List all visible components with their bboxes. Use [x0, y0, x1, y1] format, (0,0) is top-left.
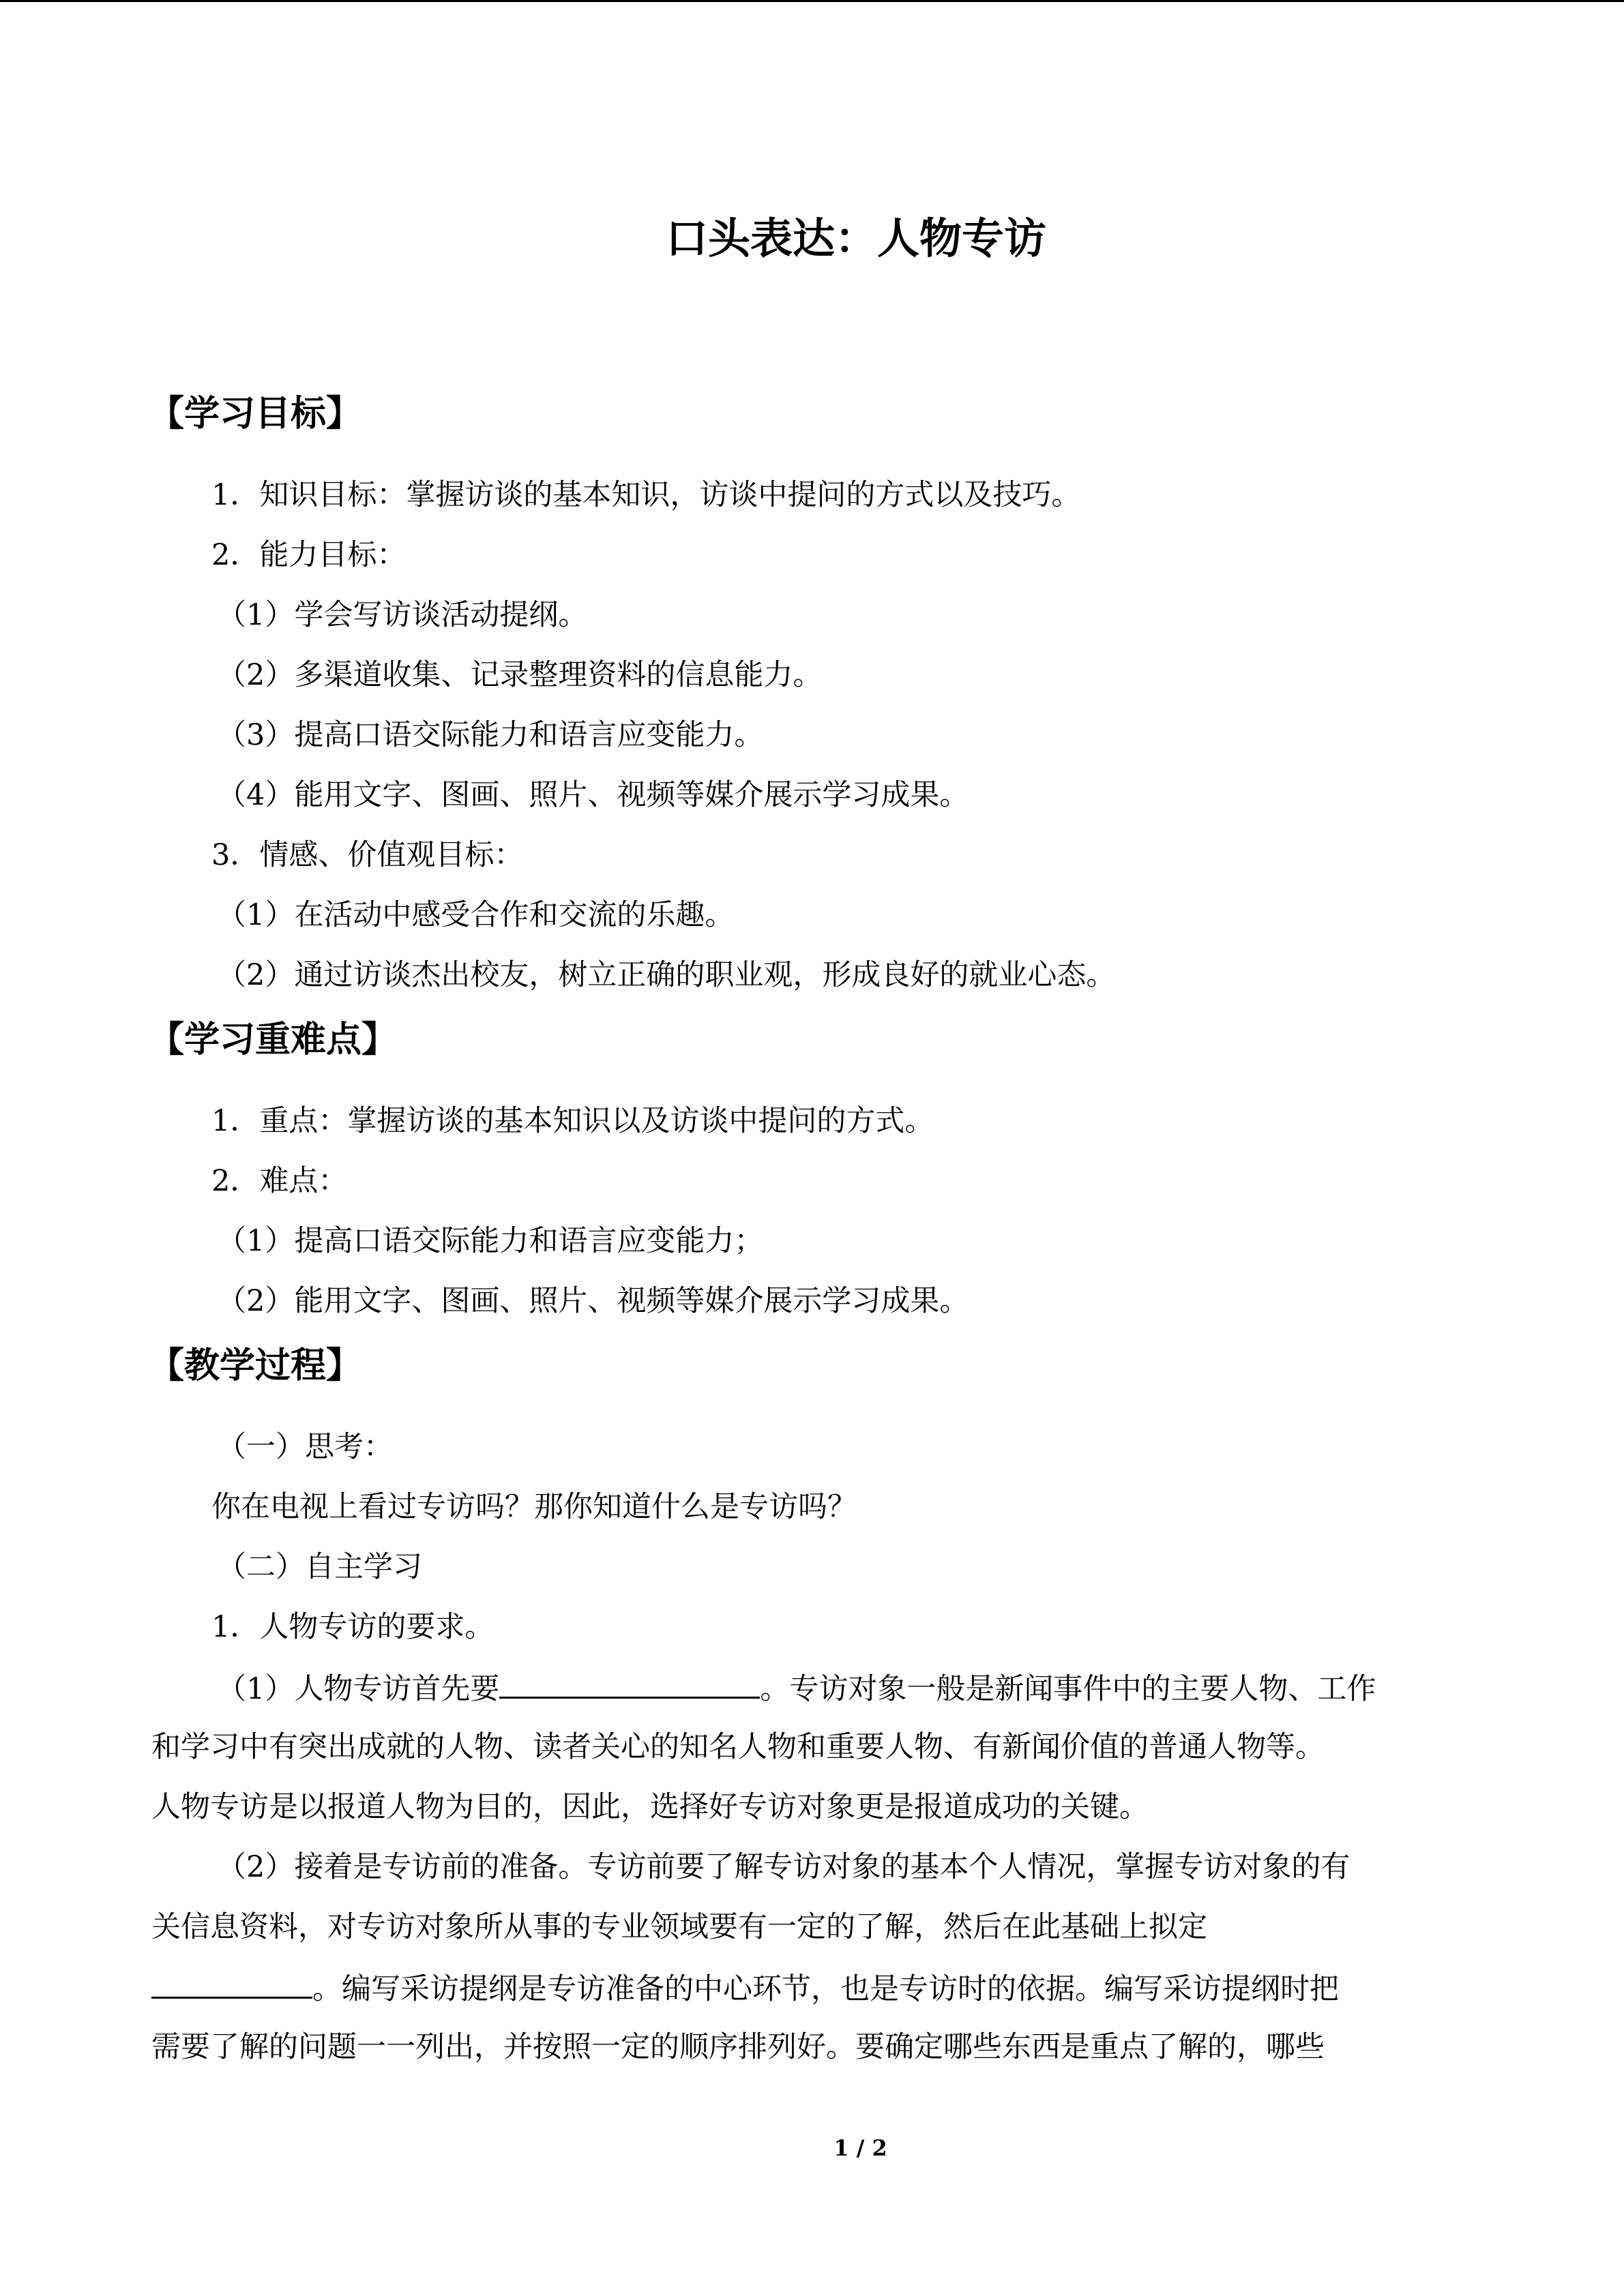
page-number: 1 / 2 [833, 2135, 887, 2161]
fill-in-blank[interactable] [151, 1967, 312, 1999]
goal-line: （1）在活动中感受合作和交流的乐趣。 [217, 898, 735, 932]
key-point-line: 1．重点：掌握访谈的基本知识以及访谈中提问的方式。 [211, 1104, 934, 1138]
top-border [0, 0, 1624, 2]
section-heading-goals: 【学习目标】 [149, 393, 362, 434]
goal-line: 2．能力目标： [211, 538, 407, 572]
paragraph-1-line-1 [217, 1667, 1376, 1710]
goal-line: （2）通过访谈杰出校友，树立正确的职业观，形成良好的就业心态。 [217, 958, 1116, 992]
paragraph-text: （1）人物专访首先要 [217, 1672, 500, 1706]
key-point-line: （2）能用文字、图画、照片、视频等媒介展示学习成果。 [217, 1284, 969, 1318]
paragraph-2-line-2: 关信息资料，对专访对象所从事的专业领域要有一定的了解，然后在此基础上拟定 [151, 1910, 1207, 1944]
process-line: （二）自主学习 [217, 1550, 422, 1584]
paragraph-1-line-2: 和学习中有突出成就的人物、读者关心的知名人物和重要人物、有新闻价值的普通人物等。 [151, 1730, 1325, 1764]
paragraph-1-line-3: 人物专访是以报道人物为目的，因此，选择好专访对象更是报道成功的关键。 [151, 1790, 1149, 1824]
goal-line: （3）提高口语交际能力和语言应变能力。 [217, 718, 764, 752]
goal-line: 3．情感、价值观目标： [211, 838, 524, 872]
process-line: 你在电视上看过专访吗？那你知道什么是专访吗？ [211, 1490, 857, 1524]
process-line: （一）思考： [217, 1430, 393, 1464]
section-heading-process: 【教学过程】 [149, 1345, 362, 1386]
paragraph-text: 。编写采访提纲是专访准备的中心环节，也是专访时的依据。编写采访提纲时把 [312, 1972, 1339, 2006]
goal-line: （2）多渠道收集、记录整理资料的信息能力。 [217, 658, 823, 692]
paragraph-text: 。专访对象一般是新闻事件中的主要人物、工作 [760, 1672, 1376, 1706]
paragraph-2-line-4: 需要了解的问题一一列出，并按照一定的顺序排列好。要确定哪些东西是重点了解的，哪些 [151, 2030, 1325, 2064]
fill-in-blank[interactable] [499, 1667, 760, 1699]
page-title: 口头表达：人物专访 [665, 213, 1046, 263]
goal-line: （4）能用文字、图画、照片、视频等媒介展示学习成果。 [217, 778, 969, 812]
paragraph-2-line-1: （2）接着是专访前的准备。专访前要了解专访对象的基本个人情况，掌握专访对象的有 [217, 1850, 1350, 1884]
key-point-line: （1）提高口语交际能力和语言应变能力； [217, 1224, 764, 1258]
goal-line: 1．知识目标：掌握访谈的基本知识，访谈中提问的方式以及技巧。 [211, 478, 1081, 512]
process-line: 1．人物专访的要求。 [211, 1610, 494, 1644]
goal-line: （1）学会写访谈活动提纲。 [217, 598, 588, 632]
paragraph-2-line-3 [151, 1967, 1339, 2010]
key-point-line: 2．难点： [211, 1164, 348, 1198]
section-heading-key-points: 【学习重难点】 [149, 1019, 398, 1060]
